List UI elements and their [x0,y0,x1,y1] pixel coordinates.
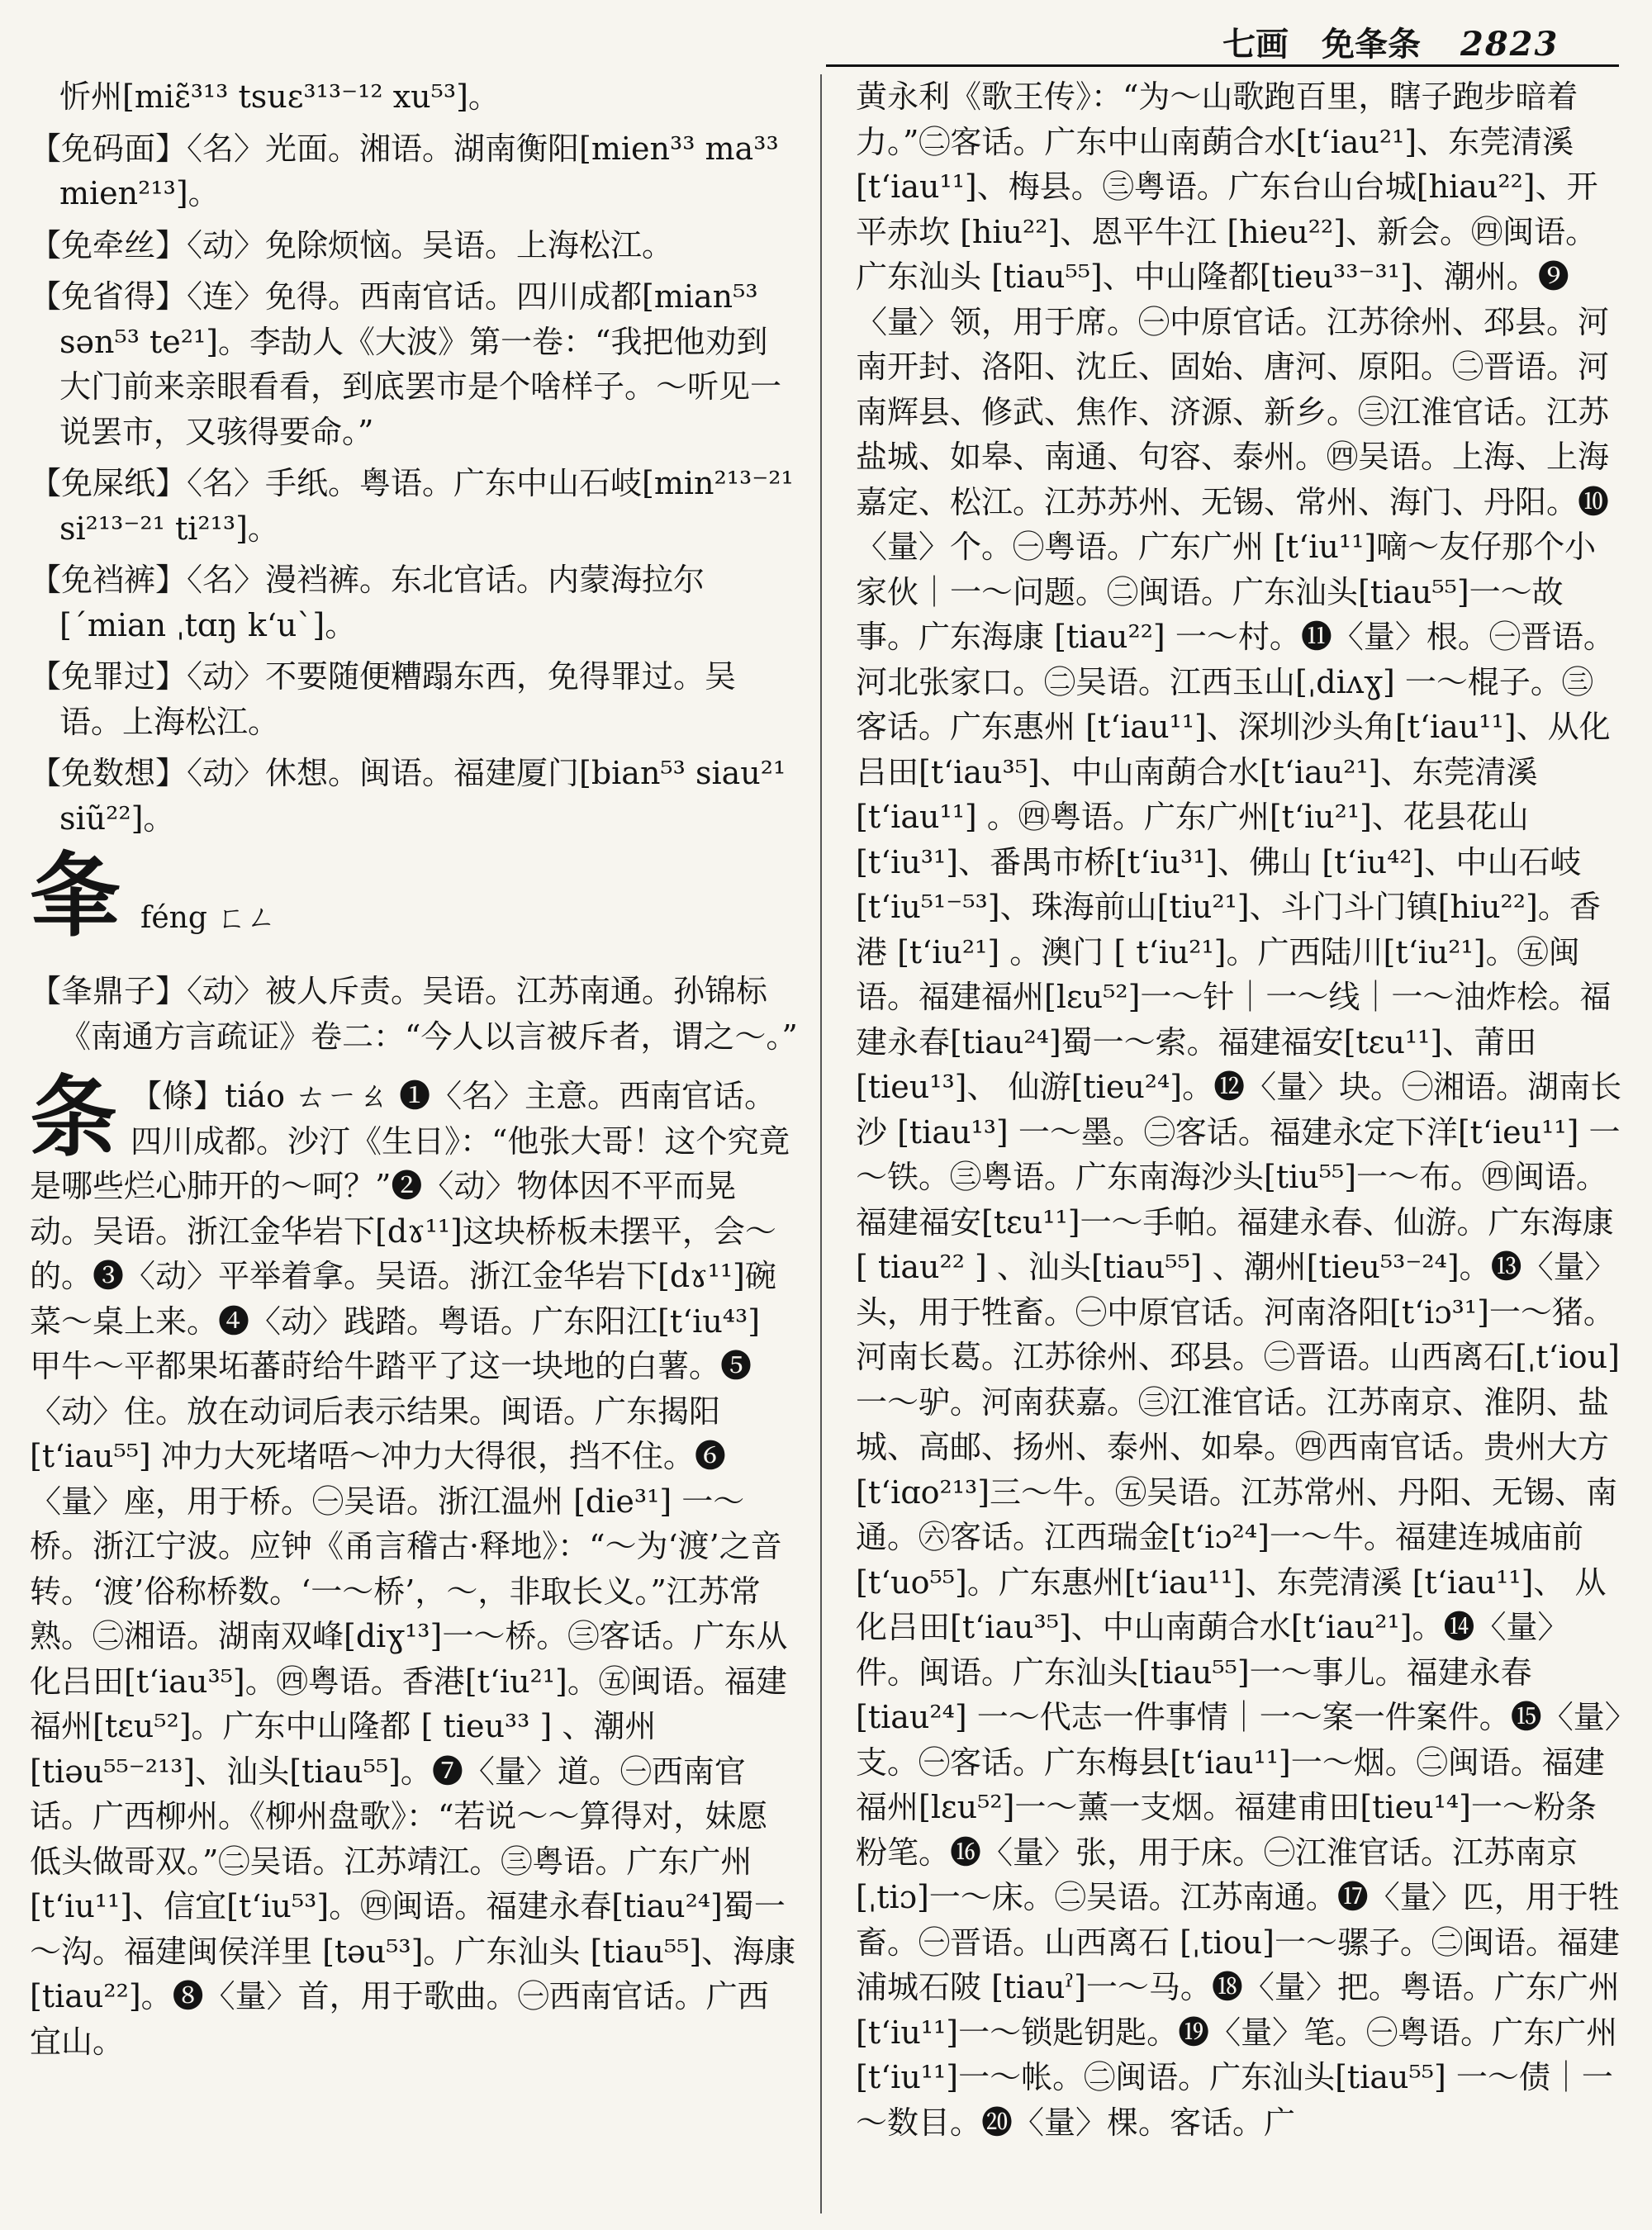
headword-tiao-char: 条 [30,1065,117,1169]
left-column [30,74,798,2205]
dictionary-entry: 忻州[miɛ̃³¹³ tsuɛ³¹³⁻¹² xu⁵³]。 [59,78,500,115]
headword-feng-pinyin: féng ㄈㄥ [140,901,277,935]
headword-feng-char: 夆 [30,842,121,949]
dictionary-entry: 【免码面】〈名〉光面。湘语。湖南衡阳[mien³³ ma³³ mien²¹³]。 [30,130,779,211]
page-header [1222,18,1619,68]
dictionary-entry: 【免屎纸】〈名〉手纸。粤语。广东中山石岐[min²¹³⁻²¹ si²¹³⁻²¹ ti²¹³]。 [30,465,794,547]
headword-feng [30,842,798,967]
right-column-text: 黄永利《歌王传》：“为～山歌跑百里，瞎子跑步暗着力。”㊁客话。广东中山南蓢合水[tʻiau²¹]、东莞清溪[tʻiau¹¹]、梅县。㊂粤语。广东台山台城[hiau²²]、开平赤坎 [hiu²²]、恩平牛江 [hieu²²]、新会。㊃闽语。广东汕头 [tiau⁵⁵]、中山隆都[tieu³³⁻³¹]、潮州。❾〈量〉领，用于席。㊀中原官话。江苏徐州、邳县。河南开封、洛阳、沈丘、固始、唐河、原阳。㊁晋语。河南辉县、修武、焦作、济源、新乡。㊂江淮官话。江苏盐城、如皋、南通、句容、泰州。㊃吴语。上海、上海嘉定、松江。江苏苏州、无锡、常州、海门、丹阳。❿〈量〉个。㊀粤语。广东广州 [tʻiu¹¹]嘀～友仔那个小家伙｜一～问题。㊁闽语。广东汕头[tiau⁵⁵]一～故事。广东海康 [tiau²²] 一～村。⓫〈量〉根。㊀晋语。河北张家口。㊁吴语。江西玉山[ˌdiʌɣ] 一～棍子。㊂客话。广东惠州 [tʻiau¹¹]、深圳沙头角[tʻiau¹¹]、从化吕田[tʻiau³⁵]、中山南蓢合水[tʻiau²¹]、东莞清溪 [tʻiau¹¹] 。㊃粤语。广东广州[tʻiu²¹]、花县花山[tʻiu³¹]、番禺市桥[tʻiu³¹]、佛山 [tʻiu⁴²]、中山石岐[tʻiu⁵¹⁻⁵³]、珠海前山[tiu²¹]、斗门斗门镇[hiu²²]。香港 [tʻiu²¹] 。澳门 [ tʻiu²¹]。广西陆川[tʻiu²¹]。㊄闽语。福建福州[lɛu⁵²]一～针｜一～线｜一～油炸桧。福建永春[tiau²⁴]蜀一～索。福建福安[tɛu¹¹]、莆田 [tieu¹³]、 仙游[tieu²⁴]。⓬〈量〉块。㊀湘语。湖南长沙 [tiau¹³] 一～墨。㊁客话。福建永定下洋[tʻieu¹¹] 一～铁。㊂粤语。广东南海沙头[tiu⁵⁵]一～布。㊃闽语。福建福安[tɛu¹¹]一～手帕。福建永春、仙游。广东海康 [ tiau²² ] 、汕头[tiau⁵⁵] 、潮州[tieu⁵³⁻²⁴]。⓭〈量〉头，用于牲畜。㊀中原官话。河南洛阳[tʻiɔ³¹]一～猪。河南长葛。江苏徐州、邳县。㊁晋语。山西离石[ˌtʻiou] 一～驴。河南获嘉。㊂江淮官话。江苏南京、淮阴、盐城、高邮、扬州、泰州、如皋。㊃西南官话。贵州大方[tʻiɑo²¹³]三～牛。㊄吴语。江苏常州、丹阳、无锡、南通。㊅客话。江西瑞金[tʻiɔ²⁴]一～牛。福建连城庙前[tʻuo⁵⁵]。广东惠州[tʻiau¹¹]、东莞清溪 [tʻiau¹¹]、 从化吕田[tʻiau³⁵]、中山南蓢合水[tʻiau²¹]。⓮〈量〉件。闽语。广东汕头[tiau⁵⁵]一～事儿。福建永春 [tiau²⁴] 一～代志一件事情｜一～案一件案件。⓯〈量〉支。㊀客话。广东梅县[tʻiau¹¹]一～烟。㊁闽语。福建福州[lɛu⁵²]一～薰一支烟。福建甫田[tieu¹⁴]一～粉条粉笔。⓰〈量〉张，用于床。㊀江淮官话。江苏南京[ˌtiɔ]一～床。㊁吴语。江苏南通。⓱〈量〉匹，用于牲畜。㊀晋语。山西离石 [ˌtiou]一～骡子。㊁闽语。福建浦城石陂 [tiauˀ]一～马。⓲〈量〉把。粤语。广东广州 [tʻiu¹¹]一～锁匙钥匙。⓳〈量〉笔。㊀粤语。广东广州[tʻiu¹¹]一～帐。㊁闽语。广东汕头[tiau⁵⁵] 一～债｜一～数目。⓴〈量〉棵。客话。广 [856,78,1622,2141]
column-divider [820,74,822,2213]
header-rule [826,64,1619,67]
dictionary-entry: 【免裆裤】〈名〉漫裆裤。东北官话。内蒙海拉尔[ˊmian ˌtɑŋ kʻuˋ]。 [30,562,705,643]
dictionary-entry: 【免牵丝】〈动〉免除烦恼。吴语。上海松江。 [30,226,674,263]
dictionary-entry: 【免罪过】〈动〉不要随便糟蹋东西，免得罪过。吴语。上海松江。 [30,658,737,740]
entry-feng-dingzi: 【夆鼎子】〈动〉被人斥责。吴语。江苏南通。孙锦标《南通方言疏证》卷二：“今人以言被斥者，谓之～。” [30,973,798,1055]
section-title: 七画 免夆条 [1222,26,1421,64]
right-column [856,74,1624,2205]
page-number: 2823 [1460,25,1559,64]
headword-tiao-text: 【條】tiáo ㄊㄧㄠ ❶〈名〉主意。西南官话。四川成都。沙汀《生日》：“他张大哥！这个究竟是哪些烂心肺开的～呵？”❷〈动〉物体因不平而晃动。吴语。浙江金华岩下[dɤ¹¹]这块桥板未摆平，会～的。❸〈动〉平举着拿。吴语。浙江金华岩下[dɤ¹¹]碗菜～桌上来。❹〈动〉践踏。粤语。广东阳江[tʻiu⁴³] 甲牛～平都果坧蕃莳给牛踏平了这一块地的白薯。❺〈动〉住。放在动词后表示结果。闽语。广东揭阳 [tʻiau⁵⁵] 冲力大死堵唔～冲力大得很，挡不住。❻〈量〉座，用于桥。㊀吴语。浙江温州 [die³¹] 一～桥。浙江宁波。应钟《甬言稽古·释地》：“～为‘渡’之音转。‘渡’俗称桥数。‘一～桥’，～，非取长义。”江苏常熟。㊁湘语。湖南双峰[diɣ¹³]一～桥。㊂客话。广东从化吕田[tʻiau³⁵]。㊃粤语。香港[tʻiu²¹]。㊄闽语。福建福州[tɛu⁵²]。广东中山隆都 [ tieu³³ ] 、潮州[tiəu⁵⁵⁻²¹³]、汕头[tiau⁵⁵]。❼〈量〉道。㊀西南官话。广西柳州。《柳州盘歌》：“若说～～算得对，妹愿低头做哥双。”㊁吴语。江苏靖江。㊂粤语。广东广州[tʻiu¹¹]、信宜[tʻiu⁵³]。㊃闽语。福建永春[tiau²⁴]蜀一～沟。福建闽侯洋里 [təu⁵³]。广东汕头 [tiau⁵⁵]、海康[tiau²²]。❽〈量〉首，用于歌曲。㊀西南官话。广西宜山。 [30,1078,796,2060]
dictionary-entry: 【免省得】〈连〉免得。西南官话。四川成都[mian⁵³ sən⁵³ te²¹]。李劼人《大波》第一卷：“我把他劝到大门前来亲眼看看，到底罢市是个啥样子。～听见一说罢市，又骇得要命。” [30,278,782,450]
dictionary-entry: 【免数想】〈动〉休想。闽语。福建厦门[bian⁵³ siau²¹ siũ²²]。 [30,755,786,837]
headword-tiao-block [30,1065,798,2064]
